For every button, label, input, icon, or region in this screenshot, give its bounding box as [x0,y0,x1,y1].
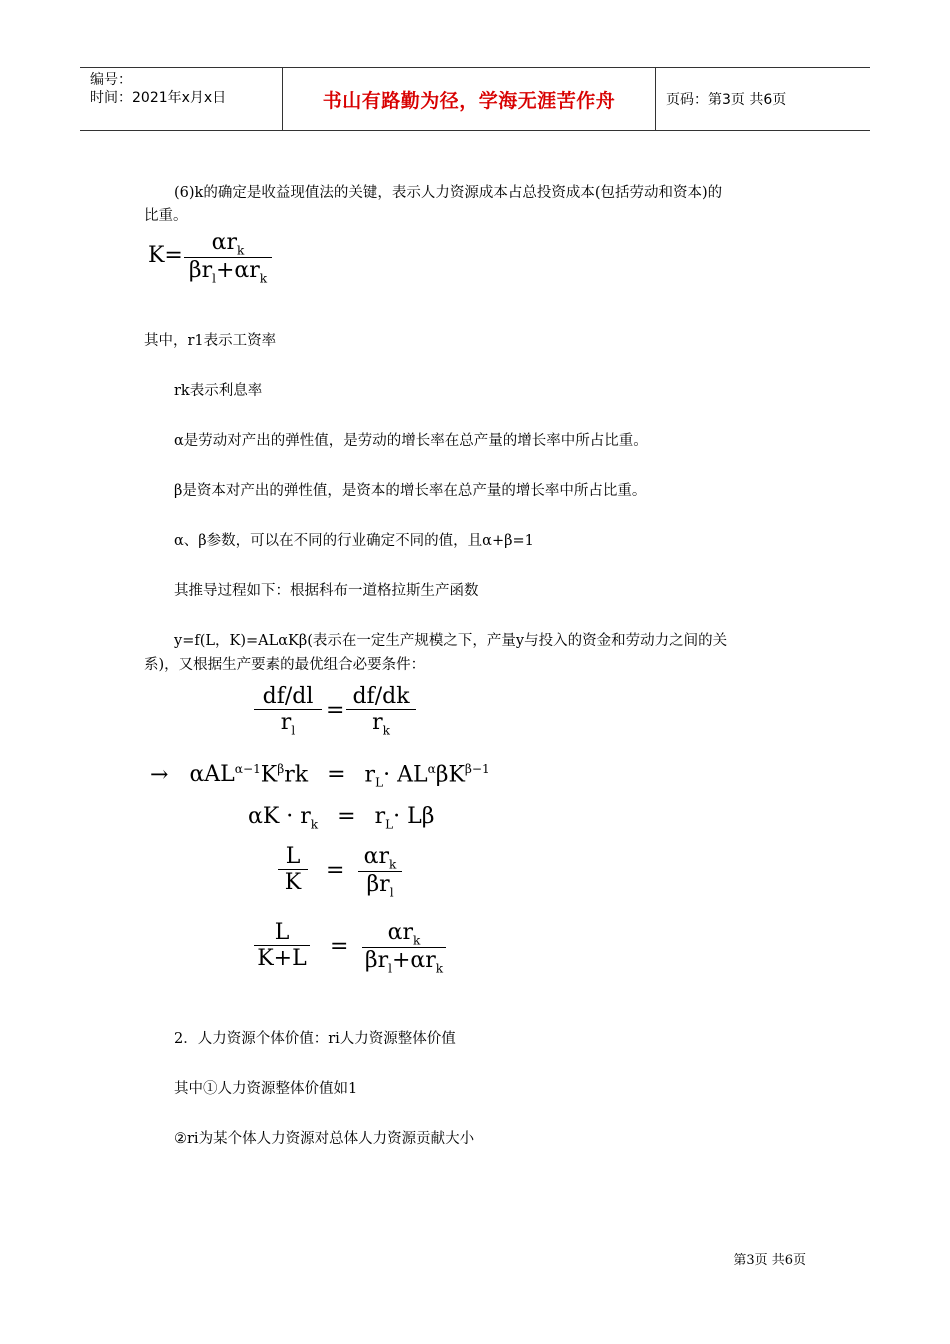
line-r1: 其中，r1表示工资率 [144,333,277,349]
time-label: 时间：2021年x月x日 [90,90,227,106]
line-derive: 其推导过程如下：根据科布一道格拉斯生产函数 [174,583,479,599]
line-item-2: ②ri为某个体人力资源对总体人力资源贡献大小 [174,1131,475,1147]
header-motto: 书山有路勤为径，学海无涯苦作舟 [282,68,656,130]
eq4-right-fraction: $\alpha r_k$ $\beta r_l$ [358,844,402,900]
eq1-right-fraction: df/dk $r_k$ [346,684,416,737]
header-meta [80,68,282,130]
equation-4: L K = $\alpha r_k$ $\beta r_l$ [278,844,418,904]
eq1-left-fraction: df/dl $r_l$ [254,684,322,737]
equation-1: df/dl $r_l$ = df/dk $r_k$ [254,684,424,744]
footer-page-number: 第3页 共6页 [733,1253,806,1268]
line-y-1: y=f(L，K)=ALαKβ(表示在一定生产规模之下，产量y与投入的资金和劳动力之间的关 [174,633,728,649]
formula-k [148,230,288,286]
equation-2: → $\alpha AL^{\alpha-1}K^\beta rk = r_L\cdot AL^\alpha\beta K^{\beta-1}$ [150,762,490,790]
equation-3: $\alpha K \cdot r_k = r_L\cdot L\beta$ [248,804,435,832]
line-rk: rk表示利息率 [174,383,263,399]
arrow-icon: → [150,762,169,788]
equation-5: L K+L = $\alpha r_k$ $\beta r_l+\alpha r_k$ [254,920,454,980]
number-label: 编号： [90,72,132,88]
line-y-2: 系)，又根据生产要素的最优组合必要条件： [144,657,426,673]
paragraph-k-line2: 比重。 [144,208,188,224]
line-section-2: 2．人力资源个体价值：ri人力资源整体价值 [174,1031,456,1047]
eq4-left-fraction: L K [278,844,308,895]
paragraph-k-line1: (6)k的确定是收益现值法的关键，表示人力资源成本占总投资成本(包括劳动和资本)的 [174,185,723,201]
line-params: α、β参数，可以在不同的行业确定不同的值，且α+β=1 [174,533,534,549]
line-item-1: 其中①人力资源整体价值如1 [174,1081,358,1097]
line-alpha: α是劳动对产出的弹性值，是劳动的增长率在总产量的增长率中所占比重。 [174,433,648,449]
document-header [80,67,870,131]
eq5-right-fraction: $\alpha r_k$ $\beta r_l+\alpha r_k$ [362,920,446,976]
eq5-left-fraction: L K+L [254,920,310,971]
line-beta: β是资本对产出的弹性值，是资本的增长率在总产量的增长率中所占比重。 [174,483,647,499]
header-page-label: 页码：第3页 共6页 [666,92,787,108]
formula-k-fraction: $\alpha r_k$ $\beta r_l+\alpha r_k$ [184,230,272,286]
formula-k-lhs: K= [148,243,183,268]
